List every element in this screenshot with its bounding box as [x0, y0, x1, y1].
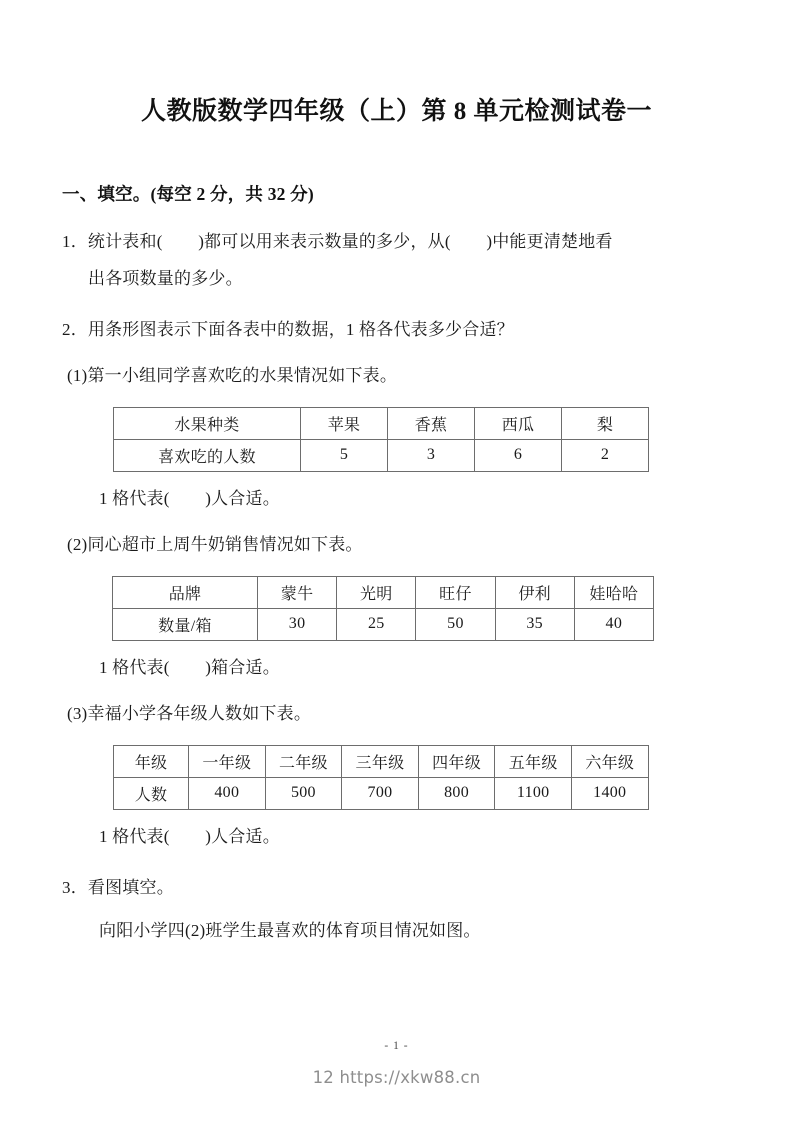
milk-row-label-0: 品牌	[113, 576, 258, 608]
grade-value-4: 1100	[495, 777, 572, 809]
grade-category-3: 四年级	[418, 745, 495, 777]
question-1	[62, 223, 731, 297]
question-2-line-1	[62, 311, 731, 348]
milk-value-0: 30	[258, 608, 337, 640]
question-2-sub-1-label: (1)	[67, 365, 88, 385]
question-2-sub-2-grid-prefix: 1 格代表(	[99, 657, 170, 677]
milk-value-3: 35	[495, 608, 574, 640]
question-2-sub-1-grid-suffix: )人合适。	[205, 488, 280, 508]
grade-value-5: 1400	[571, 777, 648, 809]
question-2-sub-3-grid-prefix: 1 格代表(	[99, 826, 170, 846]
grade-value-1: 500	[265, 777, 342, 809]
grade-category-0: 一年级	[189, 745, 266, 777]
fruit-category-2: 西瓜	[475, 407, 562, 439]
table-row	[114, 407, 649, 439]
question-2	[62, 311, 731, 348]
table-row	[113, 608, 654, 640]
grade-value-0: 400	[189, 777, 266, 809]
grade-category-4: 五年级	[495, 745, 572, 777]
table-row	[114, 439, 649, 471]
question-1-text-c: )中能更清楚地看	[486, 231, 613, 251]
page-number: - 1 -	[384, 1040, 409, 1052]
grade-table	[113, 745, 649, 810]
fruit-category-0: 苹果	[301, 407, 388, 439]
grade-row-label-1: 人数	[114, 777, 189, 809]
question-2-sub-1-text: 第一小组同学喜欢吃的水果情况如下表。	[87, 365, 398, 385]
question-2-sub-1-grid-prefix: 1 格代表(	[99, 488, 170, 508]
milk-category-2: 旺仔	[416, 576, 495, 608]
watermark: 12 https://xkw88.cn	[312, 1068, 481, 1087]
milk-value-2: 50	[416, 608, 495, 640]
page-title: 人教版数学四年级（上）第 8 单元检测试卷一	[140, 98, 652, 125]
question-3-number: 3．	[62, 877, 88, 897]
question-2-sub-1-blank[interactable]	[170, 480, 206, 517]
fruit-value-1: 3	[388, 439, 475, 471]
grade-category-2: 三年级	[342, 745, 419, 777]
grade-category-1: 二年级	[265, 745, 342, 777]
question-2-sub-2-answer-line	[62, 649, 731, 686]
question-2-sub-2-label: (2)	[67, 534, 88, 554]
question-3	[62, 869, 731, 906]
question-1-blank-1[interactable]	[163, 223, 199, 260]
fruit-category-3: 梨	[562, 407, 649, 439]
fruit-row-label-1: 喜欢吃的人数	[114, 439, 301, 471]
question-2-sub-2-grid-suffix: )箱合适。	[205, 657, 280, 677]
fruit-category-1: 香蕉	[388, 407, 475, 439]
fruit-row-label-0: 水果种类	[114, 407, 301, 439]
question-2-text: 用条形图表示下面各表中的数据，1 格各代表多少合适？	[87, 319, 514, 339]
question-1-number: 1．	[62, 231, 88, 251]
fruit-table	[113, 407, 649, 472]
milk-value-4: 40	[574, 608, 653, 640]
question-2-sub-2-text: 同心超市上周牛奶销售情况如下表。	[87, 534, 363, 554]
milk-table-wrapper	[62, 576, 731, 641]
question-3-description: 向阳小学四(2)班学生最喜欢的体育项目情况如图。	[99, 920, 481, 940]
milk-category-4: 娃哈哈	[574, 576, 653, 608]
section-heading-fill-in-blanks: 一、填空。(每空 2 分，共 32 分)	[62, 183, 314, 204]
question-1-line-2: 出各项数量的多少。	[88, 268, 243, 288]
question-2-sub-3-blank[interactable]	[170, 818, 206, 855]
question-2-sub-2-blank[interactable]	[170, 649, 206, 686]
table-row	[114, 745, 649, 777]
question-2-number: 2．	[62, 319, 88, 339]
question-2-sub-3-answer-line	[62, 818, 731, 855]
question-2-sub-1	[62, 357, 731, 394]
question-2-sub-3-text: 幸福小学各年级人数如下表。	[87, 703, 312, 723]
question-2-sub-3-grid-suffix: )人合适。	[205, 826, 280, 846]
milk-category-1: 光明	[337, 576, 416, 608]
fruit-value-2: 6	[475, 439, 562, 471]
milk-row-label-1: 数量/箱	[113, 608, 258, 640]
question-1-blank-2[interactable]	[451, 223, 487, 260]
question-2-sub-3-label: (3)	[67, 703, 88, 723]
grade-value-3: 800	[418, 777, 495, 809]
grade-table-wrapper	[62, 745, 731, 810]
table-row	[114, 777, 649, 809]
milk-value-1: 25	[337, 608, 416, 640]
grade-category-5: 六年级	[571, 745, 648, 777]
question-3-text: 看图填空。	[87, 877, 174, 897]
question-2-sub-2	[62, 526, 731, 563]
grade-row-label-0: 年级	[114, 745, 189, 777]
fruit-table-wrapper	[62, 407, 731, 472]
fruit-value-0: 5	[301, 439, 388, 471]
question-1-text-b: )都可以用来表示数量的多少，从(	[198, 231, 451, 251]
milk-category-3: 伊利	[495, 576, 574, 608]
milk-category-0: 蒙牛	[258, 576, 337, 608]
milk-table	[112, 576, 654, 641]
question-2-sub-3	[62, 695, 731, 732]
question-1-text-a: 统计表和(	[87, 231, 163, 251]
question-2-sub-1-answer-line	[62, 480, 731, 517]
table-row	[113, 576, 654, 608]
question-1-line-1	[62, 223, 731, 260]
fruit-value-3: 2	[562, 439, 649, 471]
grade-value-2: 700	[342, 777, 419, 809]
